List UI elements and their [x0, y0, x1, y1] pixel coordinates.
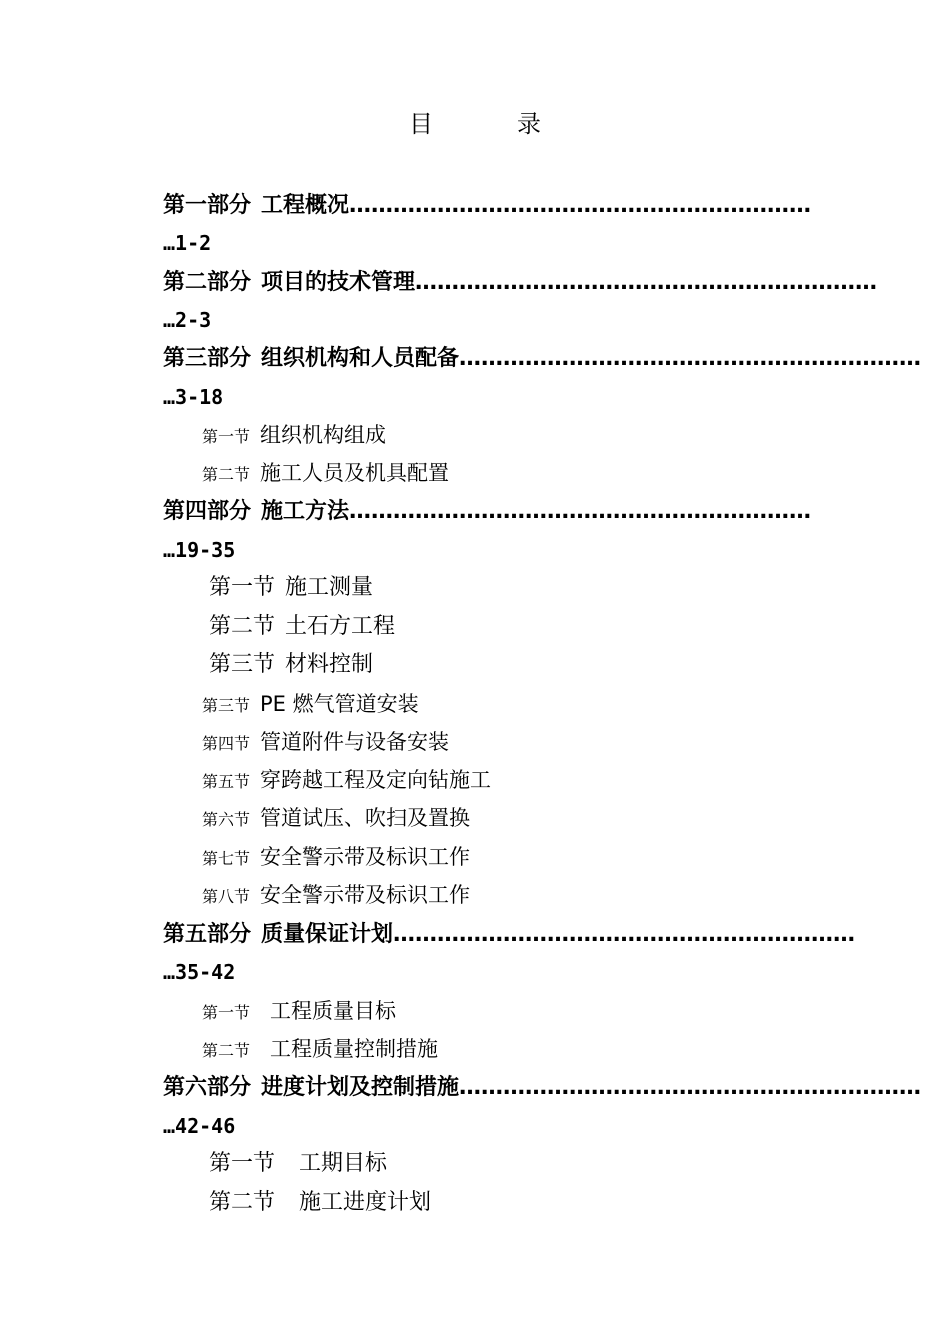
section-number: 第四节	[202, 734, 251, 753]
part-label: 第五部分	[163, 922, 252, 947]
toc-section[interactable]	[202, 420, 386, 450]
toc-section[interactable]	[209, 1149, 387, 1179]
section-number: 第六节	[202, 810, 251, 829]
toc-section[interactable]	[202, 842, 470, 872]
section-name: 穿跨越工程及定向钻施工	[260, 768, 492, 792]
leader-dots: ………………………………………………………	[415, 270, 878, 295]
part-label: 第一部分	[163, 193, 252, 218]
toc-section[interactable]	[209, 612, 395, 642]
section-name: 材料控制	[285, 652, 374, 677]
toc-part-2[interactable]	[163, 267, 878, 299]
section-name: 工期目标	[299, 1151, 388, 1176]
section-number: 第五节	[202, 772, 251, 791]
part-name: 项目的技术管理	[261, 270, 416, 295]
part-name: 组织机构和人员配备	[261, 346, 460, 371]
section-number: 第二节	[202, 465, 251, 484]
leader-dots: ………………………………………………………	[349, 193, 812, 218]
leader-dots: ………………………………………………………	[393, 922, 856, 947]
section-number: 第三节	[209, 652, 276, 677]
toc-section[interactable]	[202, 727, 449, 757]
section-name: 施工人员及机具配置	[260, 461, 450, 485]
part-name: 工程概况	[261, 193, 350, 218]
section-number: 第一节	[209, 575, 276, 600]
toc-part-4-pages: …19-35	[163, 538, 236, 562]
toc-section[interactable]	[202, 1034, 438, 1064]
section-name: 安全警示带及标识工作	[260, 845, 471, 869]
leader-dots: ………………………………………………………	[459, 1075, 922, 1100]
toc-part-4[interactable]	[163, 496, 851, 528]
toc-section[interactable]	[202, 689, 419, 719]
toc-section[interactable]	[202, 803, 470, 833]
section-number: 第二节	[209, 1190, 276, 1215]
toc-section[interactable]	[202, 765, 491, 795]
section-number: 第一节	[202, 1003, 251, 1022]
toc-section[interactable]	[202, 880, 470, 910]
section-number: 第二节	[202, 1041, 251, 1060]
toc-part-1[interactable]	[163, 190, 851, 222]
toc-section[interactable]	[202, 996, 396, 1026]
toc-title: 目 录	[409, 110, 571, 138]
leader-dots: ………………………………………………………	[349, 499, 812, 524]
section-number: 第八节	[202, 887, 251, 906]
section-name: 施工测量	[285, 575, 374, 600]
part-label: 第四部分	[163, 499, 252, 524]
toc-part-5[interactable]	[163, 919, 856, 951]
section-name: 工程质量目标	[270, 999, 397, 1023]
toc-part-2-pages: …2-3	[163, 308, 212, 332]
toc-part-6-pages: …42-46	[163, 1114, 236, 1138]
toc-section[interactable]	[209, 573, 373, 603]
section-name: 施工进度计划	[299, 1190, 432, 1215]
section-name: PE 燃气管道安装	[260, 692, 419, 716]
section-name: 管道附件与设备安装	[260, 730, 450, 754]
section-number: 第一节	[209, 1151, 276, 1176]
section-name: 安全警示带及标识工作	[260, 883, 471, 907]
toc-part-5-pages: …35-42	[163, 960, 236, 984]
toc-section[interactable]	[202, 458, 449, 488]
section-name: 工程质量控制措施	[270, 1037, 439, 1061]
toc-part-3-pages: …3-18	[163, 385, 224, 409]
part-label: 第六部分	[163, 1075, 252, 1100]
part-label: 第三部分	[163, 346, 252, 371]
section-name: 组织机构组成	[260, 423, 387, 447]
part-label: 第二部分	[163, 270, 252, 295]
toc-part-1-pages: …1-2	[163, 231, 212, 255]
section-name: 土石方工程	[285, 614, 396, 639]
section-number: 第七节	[202, 849, 251, 868]
leader-dots: ………………………………………………………	[459, 346, 922, 371]
section-name: 管道试压、吹扫及置换	[260, 806, 471, 830]
section-number: 第三节	[202, 696, 251, 715]
toc-part-6[interactable]	[163, 1072, 922, 1104]
part-name: 施工方法	[261, 499, 350, 524]
part-name: 进度计划及控制措施	[261, 1075, 460, 1100]
section-number: 第一节	[202, 427, 251, 446]
part-name: 质量保证计划	[261, 922, 394, 947]
section-number: 第二节	[209, 614, 276, 639]
toc-part-3[interactable]	[163, 343, 922, 375]
toc-section[interactable]	[209, 1188, 431, 1218]
toc-section[interactable]	[209, 650, 373, 680]
